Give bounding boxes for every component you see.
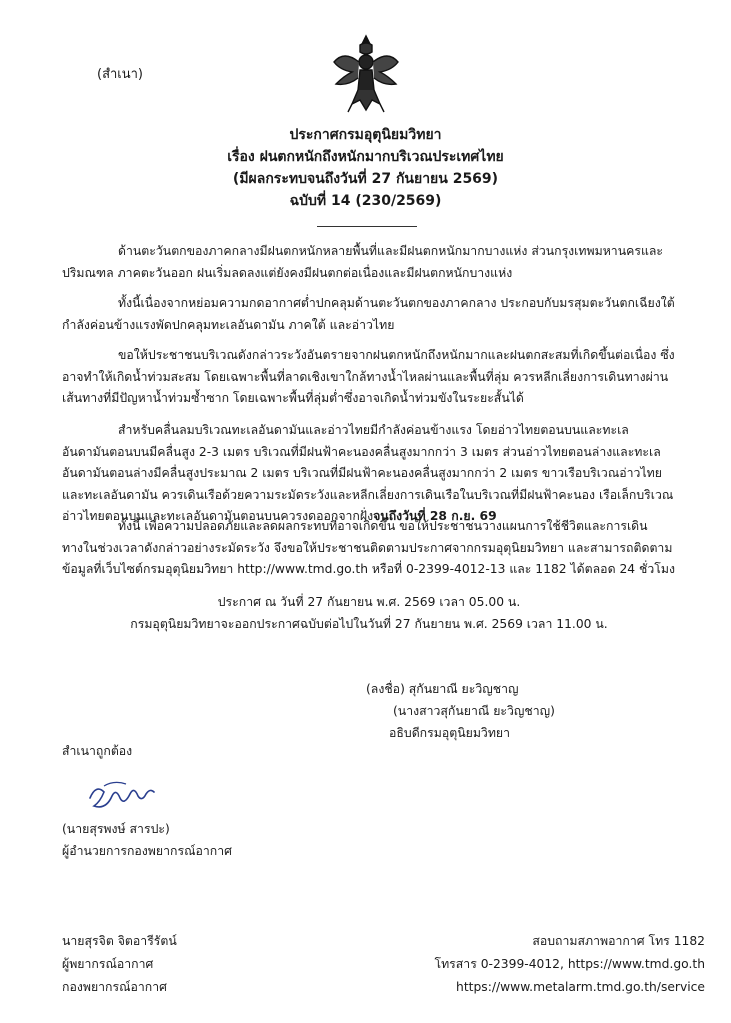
announcement-datetime bbox=[62, 592, 676, 635]
forecaster-division: กองพยากรณ์อากาศ bbox=[62, 980, 167, 994]
forecaster-name: นายสุรจิต จิตอารีรัตน์ bbox=[62, 934, 177, 948]
body-paragraph-4-emphasis: จนถึงวันที่ 28 ก.ย. 69 bbox=[373, 509, 497, 523]
footer-right bbox=[434, 930, 705, 999]
certified-copy-label: สำเนาถูกต้อง bbox=[62, 744, 133, 758]
body-paragraph-5 bbox=[62, 516, 676, 581]
announcement-title: ประกาศกรมอุตุนิยมวิทยา bbox=[289, 127, 442, 143]
announced-at: ประกาศ ณ วันที่ 27 กันยายน พ.ศ. 2569 เวลา 05.00 น. bbox=[217, 595, 521, 609]
body-paragraph-3 bbox=[62, 345, 676, 410]
body-paragraph-4-text: สำหรับคลื่นลมบริเวณทะเลอันดามันและอ่าวไทยมีกำลังค่อนข้างแรง โดยอ่าวไทยตอนบนและทะเลอันดามันตอนบนมีคลื่นสูง 2-3 เมตร บริเวณที่มีฝนฟ้าคะนองคลื่นสูงมากกว่า 3 เมตร ส่วนอ่าวไทยตอนล่างและทะเลอันดามันตอนล่างมีคลื่นสูงประมาณ 2 เมตร บริเวณที่มีฝนฟ้าคะนองคลื่นสูงมากกว่า 2 เมตร ขาวเรือบริเวณอ่าวไทยและทะเลอันดามัน ควรเดินเรือด้วยความระมัดระวังและหลีกเลี่ยงการเดินเรือในบริเวณที่มีฝนฟ้าคะนอง เรือเล็กบริเวณอ่าวไทยตอนบนและทะเลอันดามันตอนบนควรงดออกจากฝั่ง bbox=[62, 423, 674, 523]
body-paragraph-3-text: ขอให้ประชาชนบริเวณดังกล่าวระวังอันตรายจากฝนตกหนักถึงหนักมากและฝนตกสะสมที่เกิดขึ้นต่อเนื่อง ซึ่งอาจทำให้เกิดน้ำท่วมสะสม โดยเฉพาะพื้นที่ลาดเชิงเขาใกล้ทางน้ำไหลผ่านและพื้นที่ลุ่ม ควรหลีกเลี่ยงการเดินทางผ่านเส้นทางที่มีปัญหาน้ำท่วมซ้ำซาก โดยเฉพาะพื้นที่ลุ่มต่ำซึ่งอาจเกิดน้ำท่วมขังในระยะสั้นได้ bbox=[62, 348, 675, 405]
body-paragraph-2 bbox=[62, 293, 676, 336]
body-paragraph-1 bbox=[62, 241, 676, 284]
garuda-emblem-icon bbox=[330, 32, 402, 116]
certifier-position: ผู้อำนวยการกองพยากรณ์อากาศ bbox=[62, 844, 232, 858]
next-announcement: กรมอุตุนิยมวิทยาจะออกประกาศฉบับต่อไปในวันที่ 27 กันยายน พ.ศ. 2569 เวลา 11.00 น. bbox=[130, 616, 608, 631]
certifier-name: (นายสุรพงษ์ สารปะ) bbox=[62, 822, 170, 836]
contact-fax-web: โทรสาร 0-2399-4012, https://www.tmd.go.th bbox=[434, 957, 705, 971]
copy-mark: (สำเนา) bbox=[97, 67, 144, 82]
body-paragraph-5-text: ทั้งนี้ เพื่อความปลอดภัยและลดผลกระทบที่อาจเกิดขึ้น ขอให้ประชาชนวางแผนการใช้ชีวิตและการเดินทางในช่วงเวลาดังกล่าวอย่างระมัดระวัง จึงขอให้ประชาชนติดตามประกาศจากกรมอุตุนิยมวิทยา และสามารถติดตามข้อมูลที่เว็บไซต์กรมอุตุนิยมวิทยา http://www.tmd.go.th หรือที่ 0-2399-4012-13 และ 1182 ได้ตลอด 24 ชั่วโมง bbox=[62, 519, 675, 576]
body-paragraph-1-text: ด้านตะวันตกของภาคกลางมีฝนตกหนักหลายพื้นที่และมีฝนตกหนักมากบางแห่ง ส่วนกรุงเทพมหานครและปริมณฑล ภาคตะวันออก ฝนเริ่มลดลงแต่ยังคงมีฝนตกต่อเนื่องและมีฝนตกหนักบางแห่ง bbox=[62, 244, 664, 280]
contact-service-url: https://www.metalarm.tmd.go.th/service bbox=[456, 980, 705, 994]
title-divider bbox=[317, 226, 417, 227]
announcement-effective: (มีผลกระทบจนถึงวันที่ 27 กันยายน 2569) bbox=[232, 171, 499, 187]
signatory-full-name: (นางสาวสุกันยาณี ยะวิญชาญ) bbox=[393, 704, 555, 718]
body-paragraph-2-text: ทั้งนี้เนื่องจากหย่อมความกดอากาศต่ำปกคลุมด้านตะวันตกของภาคกลาง ประกอบกับมรสุมตะวันตกเฉียงใต้กำลังค่อนข้างแรงพัดปกคลุมทะเลอันดามัน ภาคใต้ และอ่าวไทย bbox=[62, 296, 675, 332]
handwritten-signature bbox=[86, 776, 158, 816]
announcement-issue: ฉบับที่ 14 (230/2569) bbox=[289, 193, 442, 209]
footer-left bbox=[62, 930, 177, 999]
body-paragraph-4 bbox=[62, 420, 676, 528]
signatory-position: อธิบดีกรมอุตุนิยมวิทยา bbox=[389, 726, 511, 740]
announcement-title-block bbox=[0, 124, 731, 212]
signatory-signed: (ลงชื่อ) สุกันยาณี ยะวิญชาญ bbox=[366, 682, 519, 696]
contact-hotline: สอบถามสภาพอากาศ โทร 1182 bbox=[532, 934, 705, 948]
forecaster-title: ผู้พยากรณ์อากาศ bbox=[62, 957, 154, 971]
announcement-subject: เรื่อง ฝนตกหนักถึงหนักมากบริเวณประเทศไทย bbox=[227, 149, 504, 165]
certifier-block bbox=[62, 818, 232, 862]
signatory-block bbox=[366, 678, 555, 744]
